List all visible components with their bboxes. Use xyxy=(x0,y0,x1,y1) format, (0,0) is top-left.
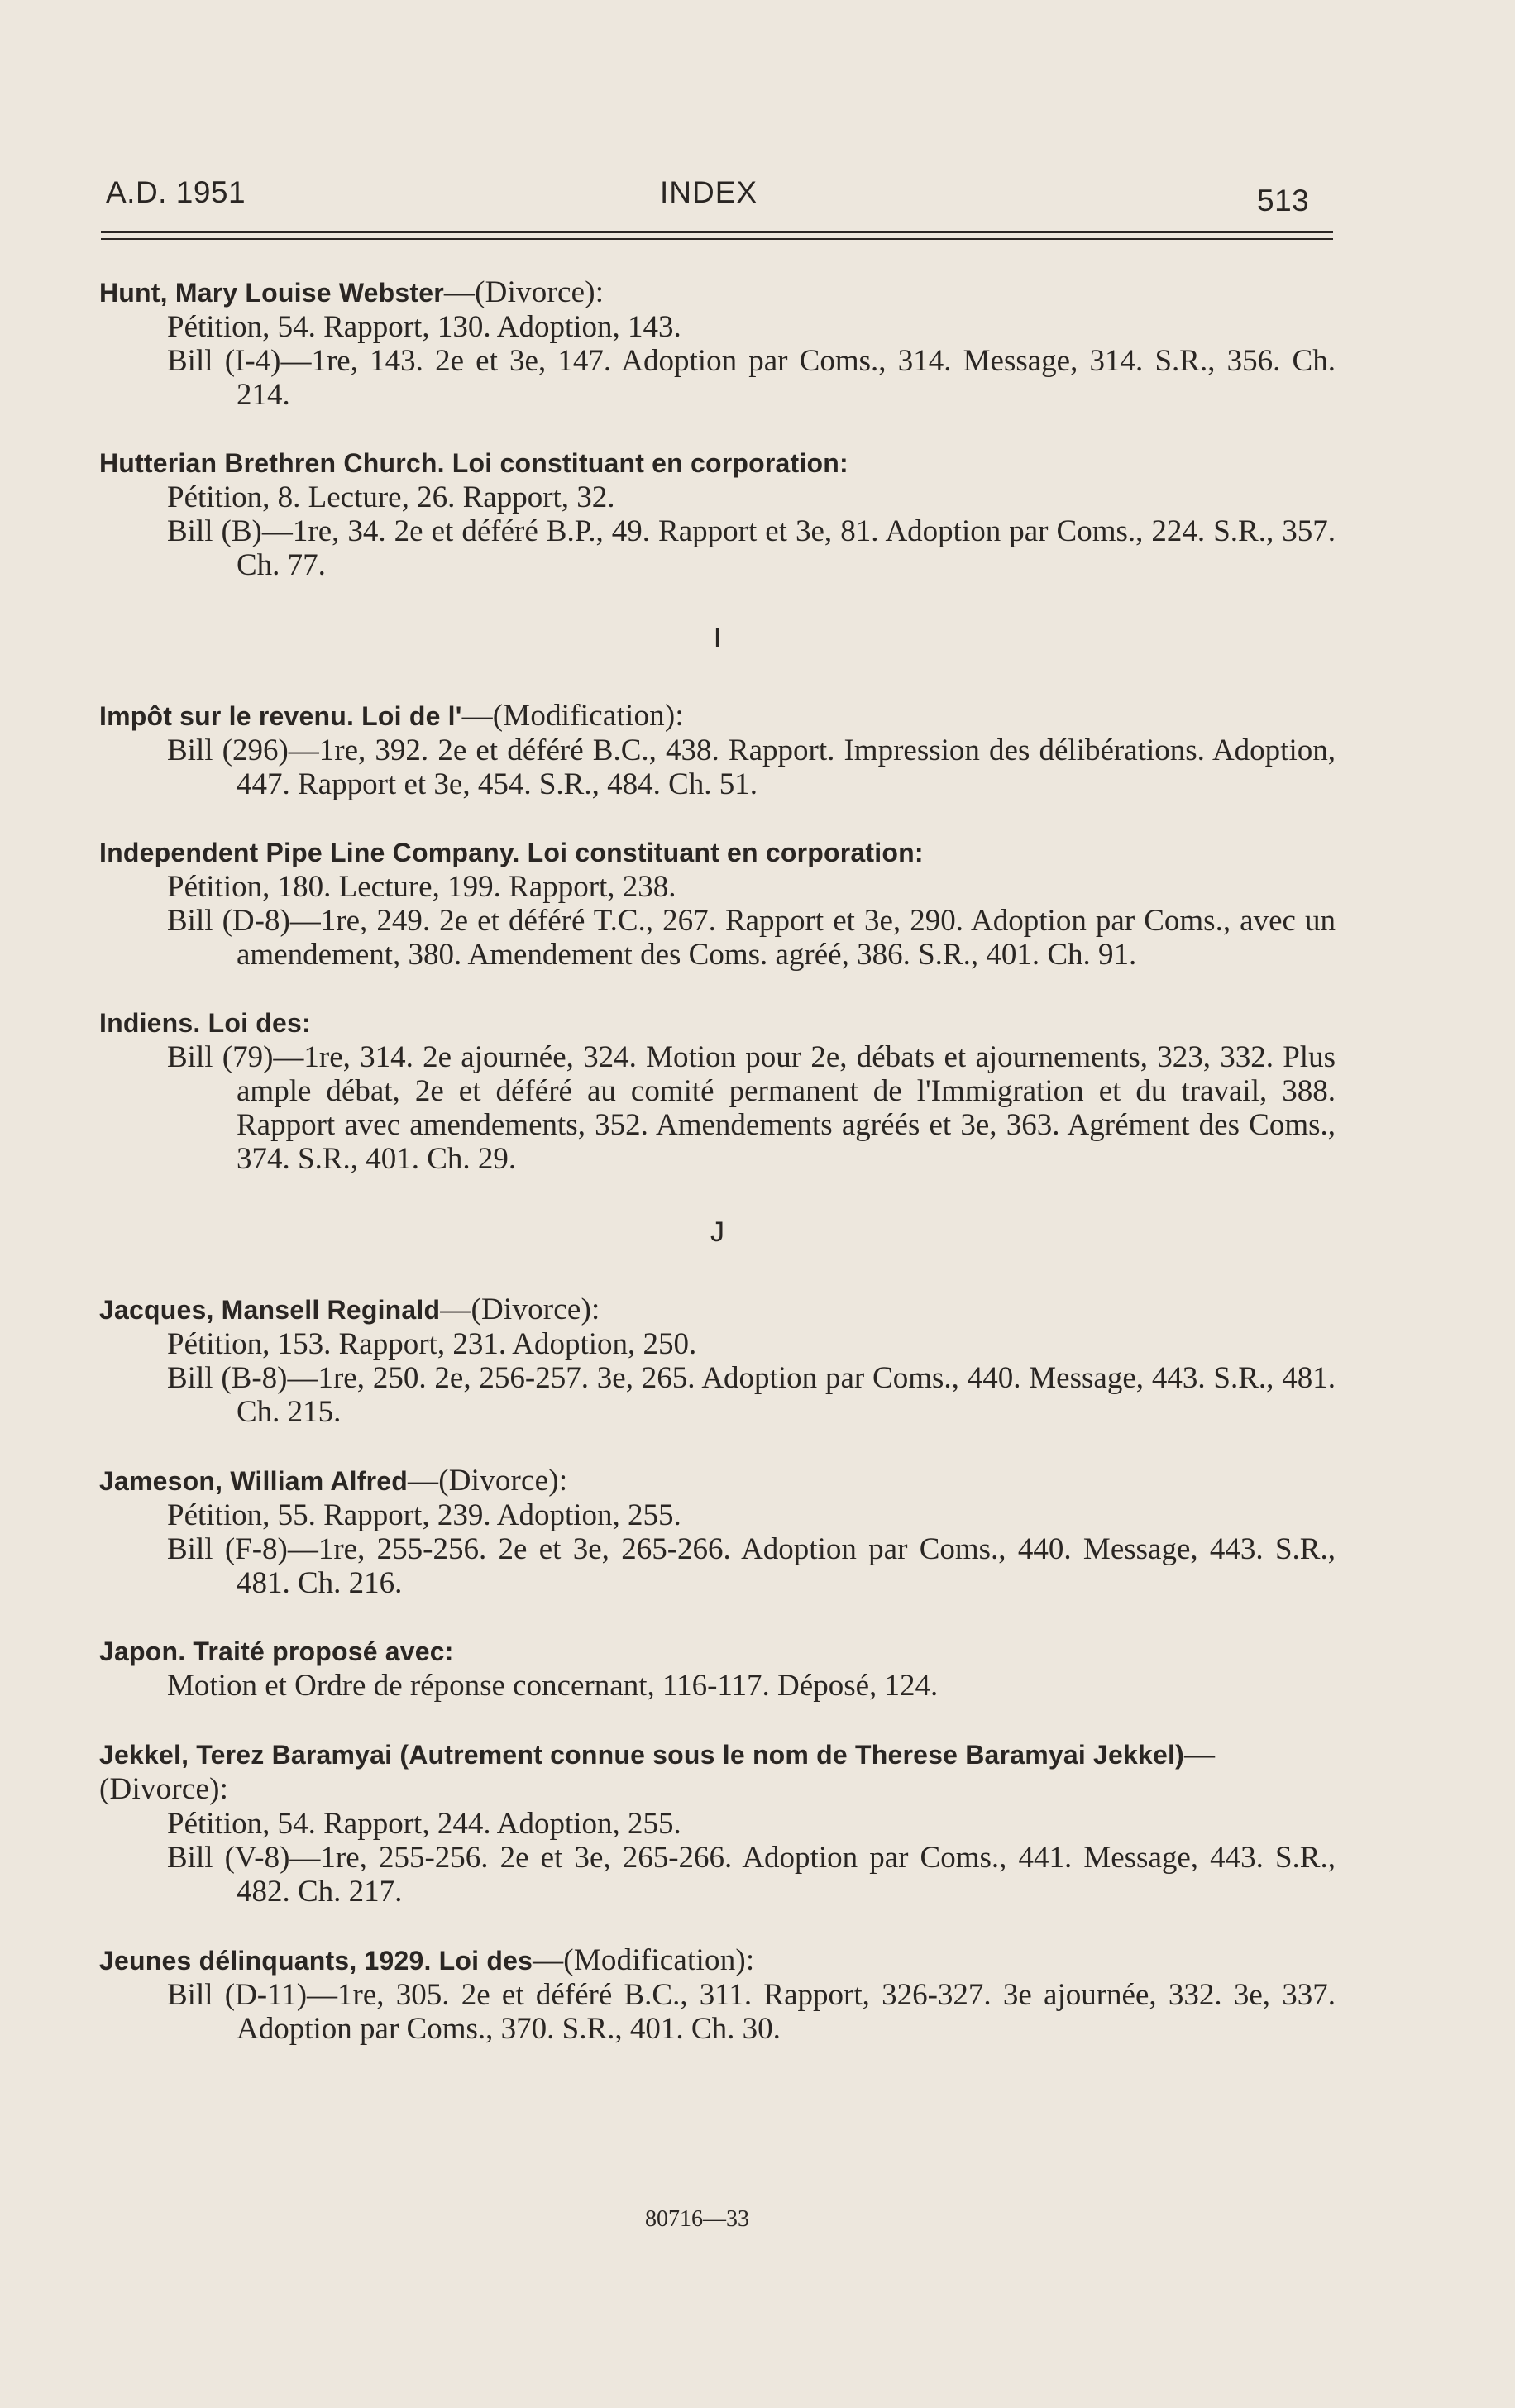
entry-heading xyxy=(99,1737,1336,1807)
entry-line: Pétition, 180. Lecture, 199. Rapport, 238. xyxy=(167,870,676,904)
entry-heading-suffix: —(Modification): xyxy=(533,1943,755,1977)
entry-heading-suffix: —(Divorce): xyxy=(408,1464,568,1498)
entry-heading-text: Hunt, Mary Louise Webster xyxy=(99,278,444,308)
index-content xyxy=(99,275,1336,2081)
entry-line: Pétition, 55. Rapport, 239. Adoption, 255. xyxy=(167,1498,681,1532)
section-letter: J xyxy=(710,1216,724,1248)
entry-heading xyxy=(99,1635,1336,1669)
entry-line: Pétition, 54. Rapport, 244. Adoption, 255. xyxy=(167,1807,681,1841)
entry-line: Bill (V-8)—1re, 255-256. 2e et 3e, 265-266. Adoption par Coms., 441. Message, 443. S.R., 482. Ch. 217. xyxy=(167,1841,1336,1909)
index-entry xyxy=(99,1943,1336,2046)
index-entry xyxy=(99,836,1336,972)
entry-line: Bill (B)—1re, 34. 2e et déféré B.P., 49. Rapport et 3e, 81. Adoption par Coms., 224. S.R., 357. Ch. 77. xyxy=(167,514,1336,582)
entry-line: Bill (79)—1re, 314. 2e ajournée, 324. Motion pour 2e, débats et ajournements, 323, 332. Plus ample débat, 2e et déféré au comité permanent de l'Immigration et du travail, 388. Rapport avec amendements, 352. Amendements agréés et 3e, 363. Agrément des Coms., 374. S.R., 401. Ch. 29. xyxy=(167,1040,1336,1176)
entry-line: Bill (D-8)—1re, 249. 2e et déféré T.C., 267. Rapport et 3e, 290. Adoption par Coms., avec un amendement, 380. Amendement des Coms. agréé, 386. S.R., 401. Ch. 91. xyxy=(167,904,1336,972)
entry-heading xyxy=(99,1464,1336,1498)
entry-heading-text: Jeunes délinquants, 1929. Loi des xyxy=(99,1946,533,1976)
entry-heading-text: Indiens. Loi des: xyxy=(99,1008,311,1038)
page-number: 513 xyxy=(1257,184,1310,217)
entry-heading-text: Japon. Traité proposé avec: xyxy=(99,1636,454,1666)
header-title: INDEX xyxy=(660,175,758,209)
index-entry xyxy=(99,275,1336,412)
index-entry xyxy=(99,1006,1336,1176)
index-entry xyxy=(99,1635,1336,1703)
entry-heading xyxy=(99,1943,1336,1978)
index-entry xyxy=(99,699,1336,801)
entry-heading xyxy=(99,836,1336,870)
entry-heading-suffix: —(Divorce): xyxy=(440,1292,600,1326)
header-rule-bottom xyxy=(101,238,1333,240)
entry-line: Pétition, 153. Rapport, 231. Adoption, 250. xyxy=(167,1327,697,1361)
entry-line: Bill (296)—1re, 392. 2e et déféré B.C., 438. Rapport. Impression des délibérations. Adoption, 447. Rapport et 3e, 454. S.R., 484. Ch. 51. xyxy=(167,733,1336,801)
entry-line: Bill (B-8)—1re, 250. 2e, 256-257. 3e, 265. Adoption par Coms., 440. Message, 443. S.R., 481. Ch. 215. xyxy=(167,1361,1336,1429)
entry-line: Bill (F-8)—1re, 255-256. 2e et 3e, 265-266. Adoption par Coms., 440. Message, 443. S.R., 481. Ch. 216. xyxy=(167,1532,1336,1600)
entry-heading-suffix: —(Divorce): xyxy=(443,275,605,309)
index-entry xyxy=(99,1292,1336,1429)
entry-line: Motion et Ordre de réponse concernant, 116-117. Déposé, 124. xyxy=(167,1669,939,1703)
entry-line: Bill (D-11)—1re, 305. 2e et déféré B.C., 311. Rapport, 326-327. 3e ajournée, 332. 3e, 337. Adoption par Coms., 370. S.R., 401. Ch. 30. xyxy=(167,1978,1336,2046)
entry-line: Pétition, 8. Lecture, 26. Rapport, 32. xyxy=(167,480,615,514)
index-entry xyxy=(99,447,1336,582)
entry-heading xyxy=(99,275,1336,310)
entry-heading-suffix: —(Modification): xyxy=(461,699,684,733)
entry-heading xyxy=(99,1292,1336,1327)
footer-signature: 80716—33 xyxy=(645,2206,749,2232)
index-entry xyxy=(99,1737,1336,1909)
entry-heading xyxy=(99,1006,1336,1040)
entry-line: Pétition, 54. Rapport, 130. Adoption, 143. xyxy=(167,310,681,344)
header-year: A.D. 1951 xyxy=(106,175,246,209)
entry-heading-text: Jekkel, Terez Baramyai (Autrement connue sous le nom de Therese Baramyai Jekkel) xyxy=(99,1740,1184,1770)
index-entry xyxy=(99,1464,1336,1600)
entry-heading-text: Jameson, William Alfred xyxy=(99,1466,409,1496)
entry-heading-text: Jacques, Mansell Reginald xyxy=(99,1295,441,1325)
header-rule-top xyxy=(101,231,1333,233)
entry-heading xyxy=(99,699,1336,733)
entry-heading xyxy=(99,447,1336,480)
entry-heading-text: Impôt sur le revenu. Loi de l' xyxy=(99,701,462,731)
entry-heading-text: Hutterian Brethren Church. Loi constituant en corporation: xyxy=(99,448,848,478)
entry-heading-suffix: —(Divorce): xyxy=(99,1737,1216,1806)
entry-heading-text: Independent Pipe Line Company. Loi constituant en corporation: xyxy=(99,838,924,867)
section-letter: I xyxy=(713,623,722,654)
entry-line: Bill (I-4)—1re, 143. 2e et 3e, 147. Adoption par Coms., 314. Message, 314. S.R., 356. Ch. 214. xyxy=(167,344,1336,412)
